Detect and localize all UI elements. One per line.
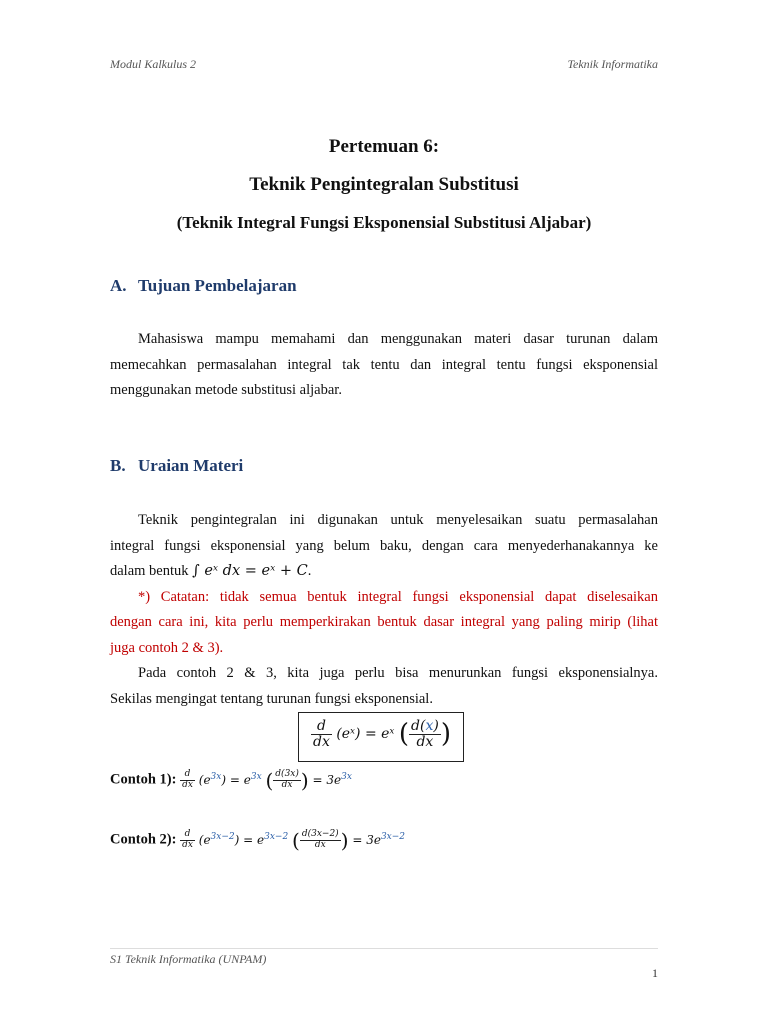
paragraph-line: Sekilas mengingat tentang turunan fungsi eksponensial. <box>110 690 433 707</box>
page-subtitle: Teknik Pengintegralan Substitusi <box>249 174 519 195</box>
note-line: juga contoh 2 & 3). <box>110 639 224 656</box>
example-1: Contoh 1): $\frac{d}{dx}$ $(e^{3x}) = e^{3x}$ ( $\frac{d(3x)}{dx}$ ) = $3e^{3x}$ <box>110 768 352 792</box>
paragraph-line: Pada contoh 2 & 3, kita juga perlu bisa menurunkan fungsi eksponensialnya. <box>138 665 658 681</box>
integral-formula: ∫ eˣ dx = eˣ + C <box>192 563 308 579</box>
running-header-left: Modul Kalkulus 2 <box>110 57 196 71</box>
paragraph-line: integral fungsi eksponensial yang belum baku, dengan cara menyederhanakannya ke <box>110 537 658 554</box>
title-block <box>0 128 768 242</box>
example-label: Contoh 2): <box>110 831 177 848</box>
section-number: B. <box>110 456 126 475</box>
footer-rule <box>110 948 658 949</box>
note-line: *) Catatan: tidak semua bentuk integral fungsi eksponensial dapat diselesaikan <box>138 588 658 605</box>
section-title: Uraian Materi <box>138 456 244 475</box>
paragraph-line: Teknik pengintegralan ini digunakan untuk menyelesaikan suatu permasalahan <box>138 512 658 528</box>
note-line: dengan cara ini, kita perlu memperkirakan bentuk dasar integral yang paling mirip (lihat <box>110 614 658 630</box>
section-number: A. <box>110 276 127 295</box>
example-label: Contoh 1): <box>110 771 177 788</box>
section-title: Tujuan Pembelajaran <box>138 276 297 295</box>
running-header-right: Teknik Informatika <box>567 57 658 71</box>
section-b-paragraph <box>110 508 658 712</box>
section-heading-a <box>110 276 297 296</box>
example-2: Contoh 2): $\frac{d}{dx}$ $(e^{3x-2}) = e^{3x-2}$ ( $\frac{d(3x-2)}{dx}$ ) = $3e^{3x-2}$ <box>110 828 406 852</box>
paragraph-line: Mahasiswa mampu memahami dan menggunakan materi dasar turunan dalam <box>138 331 658 347</box>
paragraph-line: memecahkan permasalahan integral tak tentu dan integral tentu fungsi eksponensial <box>110 356 658 373</box>
section-heading-b <box>110 456 243 476</box>
derivative-formula-box: $\frac{d}{dx}$ (eˣ) = eˣ ( $\frac{d(x)}{dx}$ ) <box>298 712 464 762</box>
page-number: 1 <box>652 966 658 980</box>
paragraph-line: dalam bentuk ∫ eˣ dx = eˣ + C. <box>110 563 312 579</box>
page-title: Pertemuan 6: <box>328 136 440 157</box>
running-footer: S1 Teknik Informatika (UNPAM) <box>110 952 267 966</box>
paragraph-line: menggunakan metode substitusi aljabar. <box>110 382 342 398</box>
section-a-paragraph <box>110 327 658 404</box>
page-subtitle-detail: (Teknik Integral Fungsi Eksponensial Substitusi Aljabar) <box>176 213 592 232</box>
